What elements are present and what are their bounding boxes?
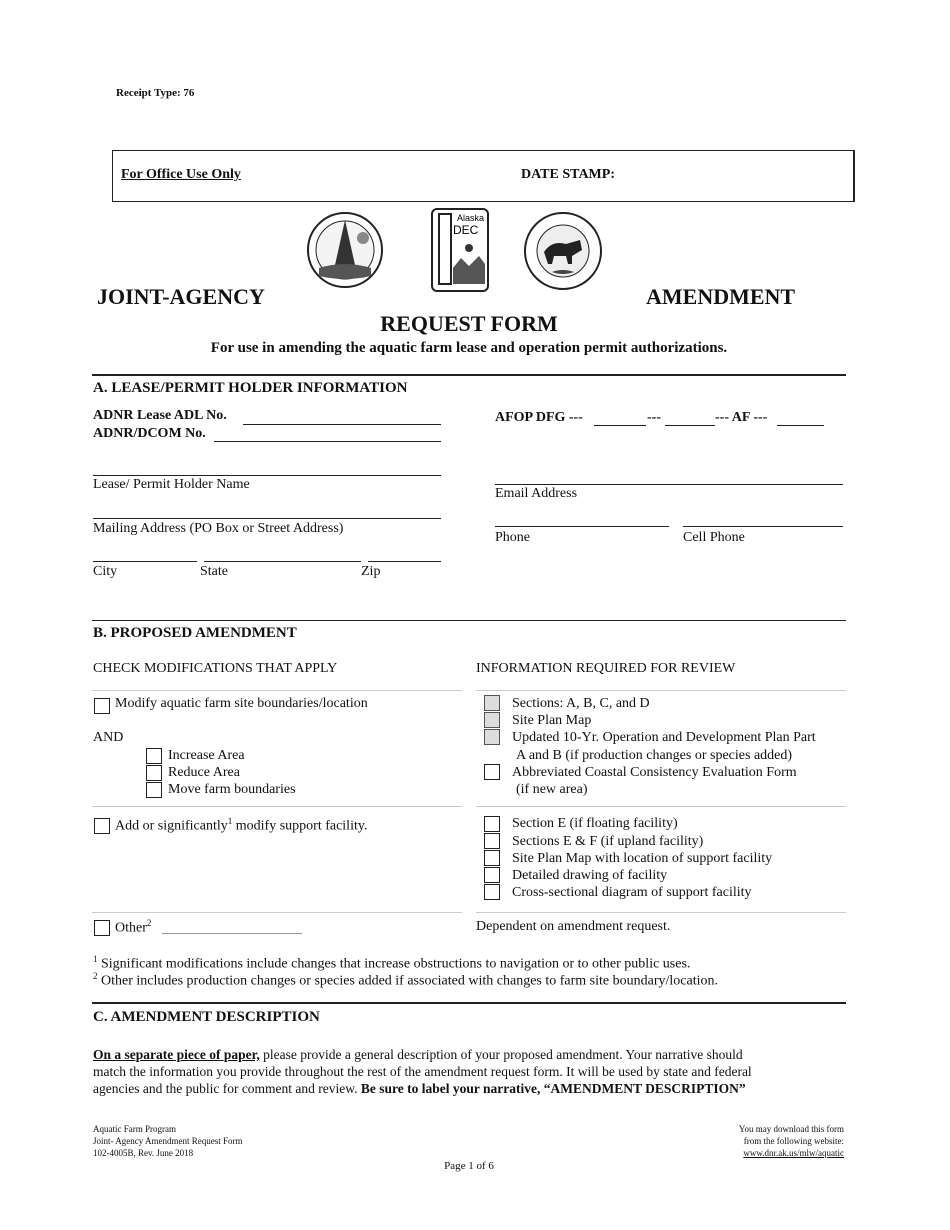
footnote-1: $^1$ Significant modifications include changes that increase obstructions to navigation or to other public uses. <box>93 954 691 972</box>
modify-boundaries-checkbox[interactable] <box>94 698 110 714</box>
mailing-field[interactable] <box>93 518 441 519</box>
zip-field[interactable] <box>368 561 441 562</box>
col-right-header: INFORMATION REQUIRED FOR REVIEW <box>476 661 736 676</box>
footer-website-label: from the following website: <box>743 1136 844 1146</box>
sreq-site-map-checkbox[interactable] <box>484 850 500 866</box>
receipt-type: Receipt Type: 76 <box>116 87 195 99</box>
move-boundaries-label: Move farm boundaries <box>168 782 296 797</box>
dnr-seal-logo <box>305 210 385 290</box>
phone-label: Phone <box>495 530 530 545</box>
row-divider <box>92 690 462 691</box>
req-dev-plan-checkbox[interactable] <box>484 729 500 745</box>
state-label: State <box>200 564 228 579</box>
subtitle: For use in amending the aquatic farm lease and operation permit authorizations. <box>210 340 728 356</box>
other-label: Other$^2$ <box>115 918 152 936</box>
sreq-cross-section-label: Cross-sectional diagram of support facility <box>512 885 752 900</box>
date-stamp-label: DATE STAMP: <box>521 167 615 182</box>
dcom-field[interactable] <box>214 441 441 442</box>
divider-a <box>92 374 846 376</box>
sreq-cross-section-checkbox[interactable] <box>484 884 500 900</box>
cell-label: Cell Phone <box>683 530 745 545</box>
footer-website-link[interactable]: www.dnr.ak.us/mlw/aquatic <box>743 1148 844 1158</box>
city-field[interactable] <box>93 561 197 562</box>
req-coastal-checkbox[interactable] <box>484 764 500 780</box>
title-center: REQUEST FORM <box>380 311 558 336</box>
other-checkbox[interactable] <box>94 920 110 936</box>
sreq-upland-label: Sections E & F (if upland facility) <box>512 834 704 849</box>
req-dev-plan-label-2: A and B (if production changes or species added) <box>516 748 793 763</box>
req-coastal-label-1: Abbreviated Coastal Consistency Evaluation Form <box>512 765 797 780</box>
holder-name-label: Lease/ Permit Holder Name <box>93 477 250 492</box>
holder-name-field[interactable] <box>93 475 441 476</box>
req-site-plan-checkbox[interactable] <box>484 712 500 728</box>
footnote-2: $^2$ Other includes production changes or species added if associated with changes to farm site boundary/location. <box>93 971 718 989</box>
footer-form-name: Joint- Agency Amendment Request Form <box>93 1136 243 1146</box>
afop-field-1[interactable] <box>594 425 646 426</box>
title-right: AMENDMENT <box>646 284 796 309</box>
dependent-label: Dependent on amendment request. <box>476 919 671 934</box>
footer-program: Aquatic Farm Program <box>93 1124 176 1134</box>
afop-sep-1: --- <box>647 410 661 425</box>
other-field[interactable] <box>162 933 302 934</box>
row-divider <box>476 690 846 691</box>
and-label: AND <box>93 730 124 745</box>
sreq-site-map-label: Site Plan Map with location of support facility <box>512 851 773 866</box>
reduce-area-checkbox[interactable] <box>146 765 162 781</box>
sreq-floating-checkbox[interactable] <box>484 816 500 832</box>
sreq-upland-checkbox[interactable] <box>484 833 500 849</box>
description-line-1: On a separate piece of paper, please provide a general description of your proposed amendment. Your narrative should <box>93 1047 743 1062</box>
dec-logo-text-1: Alaska <box>457 213 485 223</box>
adl-label: ADNR Lease ADL No. <box>93 408 227 423</box>
cell-field[interactable] <box>683 526 843 527</box>
afop-label: AFOP DFG --- <box>495 410 583 425</box>
afop-field-2[interactable] <box>665 425 715 426</box>
col-left-header: CHECK MODIFICATIONS THAT APPLY <box>93 661 338 676</box>
footer-revision: 102-4005B, Rev. June 2018 <box>93 1148 194 1158</box>
increase-area-checkbox[interactable] <box>146 748 162 764</box>
afop-sep-2: --- AF --- <box>715 410 768 425</box>
adl-field[interactable] <box>243 424 441 425</box>
title-left: JOINT-AGENCY <box>97 284 265 309</box>
phone-field[interactable] <box>495 526 669 527</box>
modify-boundaries-label: Modify aquatic farm site boundaries/location <box>115 696 368 711</box>
mailing-label: Mailing Address (PO Box or Street Address) <box>93 521 344 536</box>
support-facility-label: Add or significantly$^1$ modify support facility. <box>115 816 368 834</box>
row-divider <box>476 806 846 807</box>
support-facility-checkbox[interactable] <box>94 818 110 834</box>
move-boundaries-checkbox[interactable] <box>146 782 162 798</box>
sreq-drawing-checkbox[interactable] <box>484 867 500 883</box>
sreq-drawing-label: Detailed drawing of facility <box>512 868 668 883</box>
increase-area-label: Increase Area <box>168 748 245 763</box>
email-label: Email Address <box>495 486 578 501</box>
city-label: City <box>93 564 118 579</box>
zip-label: Zip <box>361 564 381 579</box>
section-c-heading: C. AMENDMENT DESCRIPTION <box>93 1009 320 1025</box>
req-sections-label: Sections: A, B, C, and D <box>512 696 650 711</box>
section-b-heading: B. PROPOSED AMENDMENT <box>93 625 297 641</box>
row-divider <box>476 912 846 913</box>
dec-logo <box>431 208 489 292</box>
row-divider <box>92 806 462 807</box>
dec-logo-text-2: DEC <box>453 223 479 237</box>
footer-download: You may download this form <box>738 1124 844 1134</box>
dcom-label: ADNR/DCOM No. <box>93 426 206 441</box>
row-divider <box>92 912 462 913</box>
description-line-2: match the information you provide throughout the rest of the amendment request form. It will be used by state and federal <box>93 1064 752 1079</box>
req-coastal-label-2: (if new area) <box>516 782 588 797</box>
divider-b <box>92 620 846 621</box>
page-number: Page 1 of 6 <box>444 1160 494 1172</box>
divider-c <box>92 1002 846 1004</box>
email-field[interactable] <box>495 484 843 485</box>
req-dev-plan-label-1: Updated 10-Yr. Operation and Development Plan Part <box>512 730 816 745</box>
section-a-heading: A. LEASE/PERMIT HOLDER INFORMATION <box>93 380 408 396</box>
req-site-plan-label: Site Plan Map <box>512 713 592 728</box>
req-sections-checkbox[interactable] <box>484 695 500 711</box>
reduce-area-label: Reduce Area <box>168 765 240 780</box>
office-use-label: For Office Use Only <box>121 167 241 182</box>
adfg-seal-logo <box>522 210 604 292</box>
afop-field-3[interactable] <box>777 425 824 426</box>
state-field[interactable] <box>204 561 361 562</box>
description-line-3: agencies and the public for comment and review. Be sure to label your narrative, “AMENDMENT DESCRIPTION” <box>93 1081 746 1096</box>
sreq-floating-label: Section E (if floating facility) <box>512 816 678 831</box>
